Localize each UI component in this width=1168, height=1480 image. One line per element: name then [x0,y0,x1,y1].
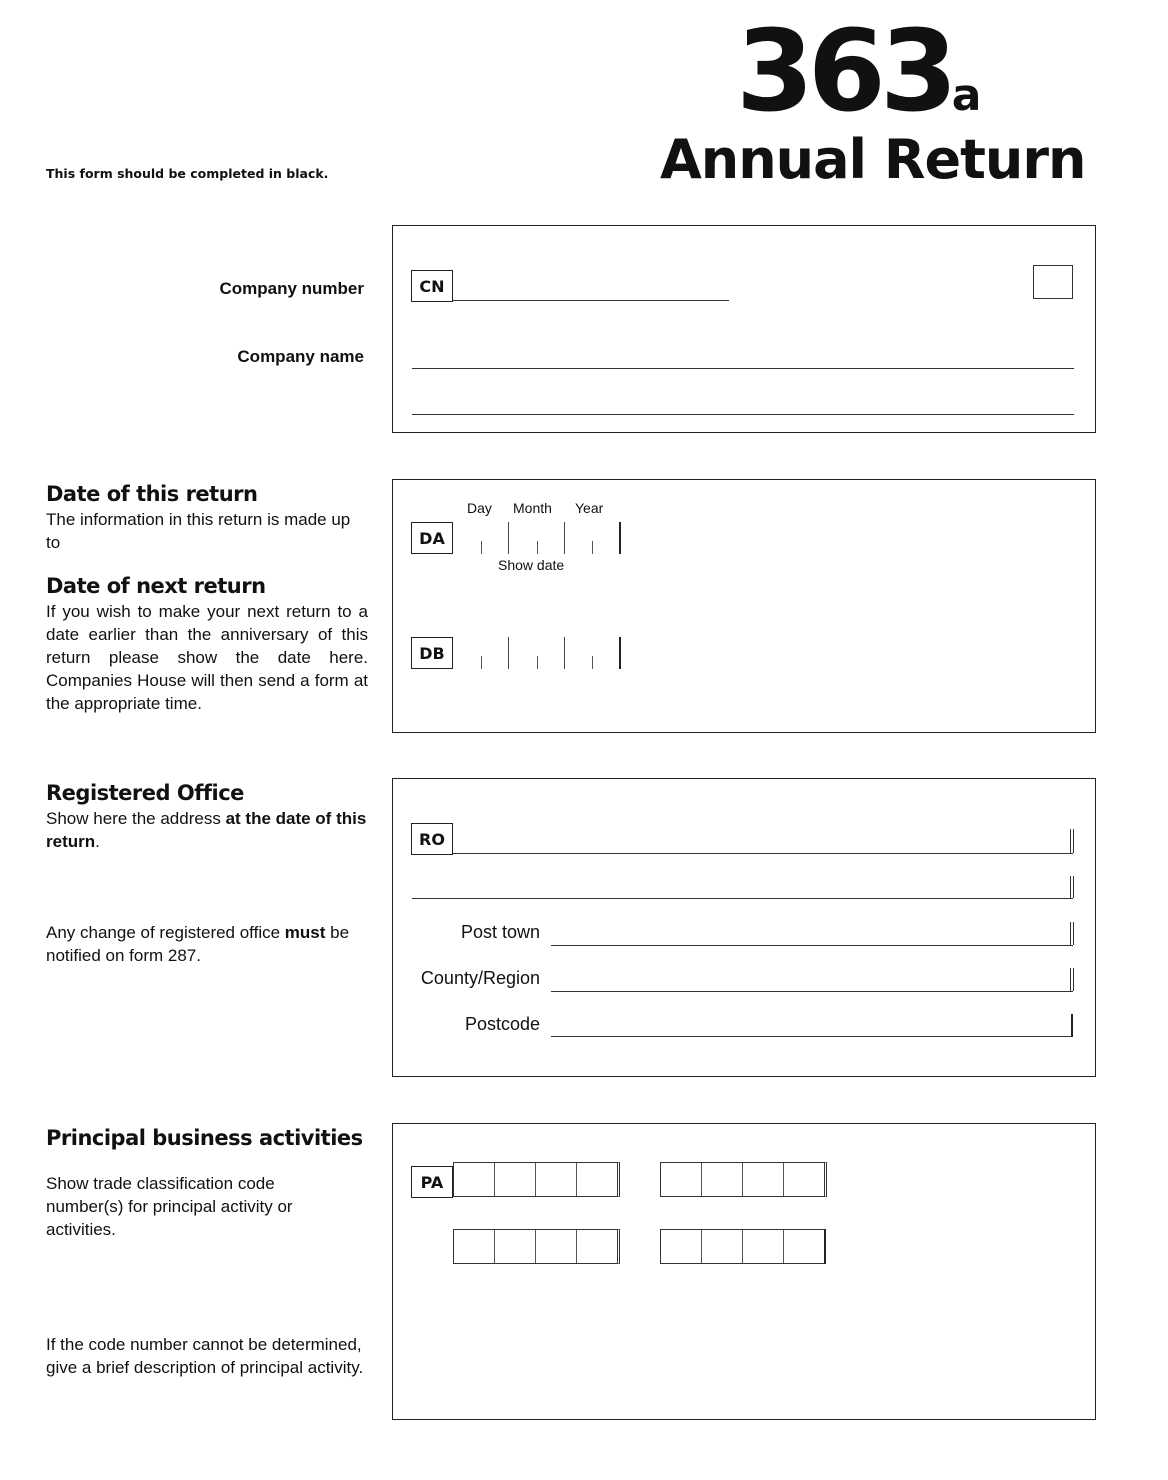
postcode-label: Postcode [464,1014,540,1034]
company-number-field[interactable] [453,300,729,301]
check-box[interactable] [1033,265,1073,299]
registered-office-change-note [46,921,368,967]
date-next-code: DB [411,637,453,669]
line-end-mark [1070,876,1071,898]
code-cell[interactable] [783,1230,824,1263]
month-column-label: Month [513,500,552,516]
code-cell[interactable] [453,1230,494,1263]
form-title: Annual Return [660,128,1086,191]
line-end-mark [1070,829,1071,853]
code-cell[interactable] [742,1163,783,1196]
completion-note: This form should be completed in black. [46,166,329,181]
code-cell[interactable] [453,1163,494,1196]
text-part: . [95,832,100,851]
code-cell[interactable] [742,1230,783,1263]
registered-office-heading: Registered Office [46,781,244,805]
year-cell[interactable] [565,522,621,554]
principal-activities-text: Show trade classification code number(s) for principal activity or activities. [46,1174,293,1239]
code-cell[interactable] [701,1163,742,1196]
code-cell[interactable] [783,1163,824,1196]
text-bold: must [284,923,326,942]
code-cell[interactable] [535,1230,576,1263]
month-cell[interactable] [509,522,565,554]
text-part: Any change of registered office [46,923,285,942]
line-end-mark [1073,829,1074,853]
text-bold: at the date of this return [46,809,367,851]
code-cell[interactable] [576,1163,617,1196]
line-end-mark [1070,968,1071,991]
line-end-mark [1071,1014,1073,1037]
year-cell[interactable] [565,637,621,669]
day-column-label: Day [467,500,492,516]
address-line-1[interactable] [453,853,1073,854]
code-cell[interactable] [660,1230,701,1263]
company-name-field-1[interactable] [412,368,1074,369]
activity-code-input-3[interactable] [453,1229,620,1264]
company-code: CN [411,270,453,302]
county-region-field[interactable] [551,991,1073,992]
date-of-next-return-heading: Date of next return [46,574,266,598]
activity-code: PA [411,1166,453,1198]
activity-code-input-2[interactable] [660,1162,827,1197]
address-line-2[interactable] [412,898,1073,899]
code-cell[interactable] [576,1230,617,1263]
form-number-heading [736,7,982,137]
date-return-input[interactable] [453,522,621,554]
text-part: be notified on form 287. [46,923,350,965]
code-cell[interactable] [494,1230,535,1263]
line-end-mark [1073,968,1074,991]
month-cell[interactable] [509,637,565,669]
principal-activities-fallback-text: If the code number cannot be determined, give a brief description of principal activity. [46,1335,364,1377]
line-end-mark [1073,876,1074,898]
company-name-field-2[interactable] [412,414,1074,415]
post-town-label: Post town [460,922,540,942]
code-cell[interactable] [494,1163,535,1196]
date-next-input[interactable] [453,637,621,669]
form-suffix: a [951,70,982,121]
year-column-label: Year [575,500,604,516]
line-end-mark [1070,922,1071,945]
day-cell[interactable] [453,522,509,554]
line-end-mark [1073,922,1074,945]
form-number: 363 [736,7,952,137]
code-cell[interactable] [660,1163,701,1196]
postcode-field[interactable] [551,1036,1073,1037]
code-cell[interactable] [535,1163,576,1196]
activity-code-input-4[interactable] [660,1229,826,1264]
dates-box [392,479,1096,733]
company-number-label: Company number [219,279,364,298]
date-of-next-return-text: If you wish to make your next return to a date earlier than the anniversary of this return please show the date here. Companies House will then send a form at the appropriate time. [46,602,368,713]
date-return-code: DA [411,522,453,554]
text-part: Show here the address [46,809,226,828]
show-date-label: Show date [498,557,565,573]
date-of-return-heading: Date of this return [46,482,258,506]
registered-office-code: RO [411,823,453,855]
county-region-label: County/Region [420,968,540,988]
code-cell[interactable] [701,1230,742,1263]
date-of-return-text: The information in this return is made up to [46,510,351,552]
activity-code-input-1[interactable] [453,1162,620,1197]
company-name-label: Company name [237,347,364,366]
company-box [392,225,1096,433]
registered-office-text [46,807,368,853]
post-town-field[interactable] [551,945,1073,946]
principal-activities-heading: Principal business activities [46,1126,363,1150]
day-cell[interactable] [453,637,509,669]
